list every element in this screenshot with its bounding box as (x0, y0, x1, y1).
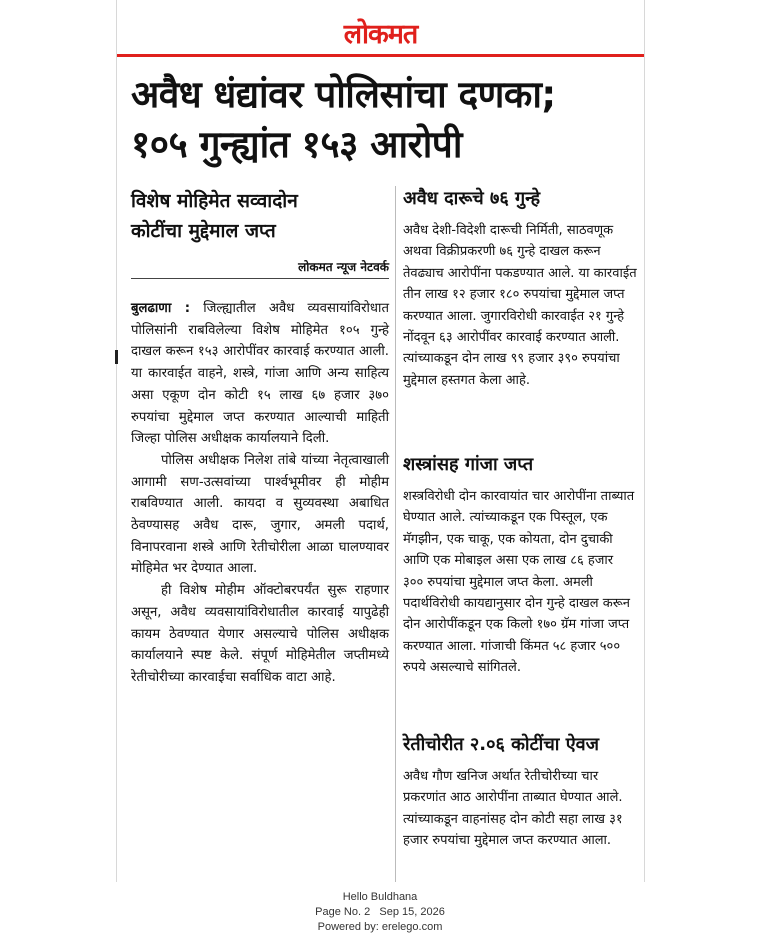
section-liquor-text: अवैध देशी-विदेशी दारूची निर्मिती, साठवणूक अथवा विक्रीप्रकरणी ७६ गुन्हे दाखल करून तेवढ्याच आरोपींना पकडण्यात आले. या कारवाईत तीन लाख १२ हजार १८० रुपयांचा मुद्देमाल जप्त करण्यात आला. जुगारविरोधी कारवाईत २१ गुन्हे नोंदवून ६३ आरोपींवर कारवाई करण्यात आली. त्यांच्याकडून दोन लाख ९९ हजार ३९० रुपयांचा मुद्देमाल हस्तगत केला आहे. (403, 223, 637, 388)
byline-divider (131, 278, 389, 279)
dateline: बुलढाणा : (131, 301, 191, 316)
article-headline (131, 70, 636, 170)
subhead-line-1: विशेष मोहिमेत सव्वादोन (131, 190, 298, 212)
footer-powered[interactable]: Powered by: erelego.com (317, 921, 443, 933)
footer-page: Page No. 2 (315, 906, 371, 918)
paragraph-1-text: जिल्ह्यातील अवैध व्यवसायांविरोधात पोलिसांनी राबविलेल्या विशेष मोहिमेत १०५ गुन्हे दाखल करून १५३ आरोपींवर कारवाई करण्यात आली. या कारवाईत वाहने, शस्त्रे, गांजा आणि अन्य साहित्य असा एकूण दोन कोटी १५ लाख ६७ हजार ३७० रुपयांचा मुद्देमाल जप्त करण्यात आल्याची माहिती जिल्हा पोलिस अधीक्षक कार्यालयाने दिली. (131, 301, 389, 447)
section-sand-heading: रेतीचोरीत २.०६ कोटींचा ऐवज (403, 734, 600, 755)
left-column (131, 298, 389, 689)
section-weapons (403, 452, 637, 679)
lokmat-logo: लोकमत (343, 19, 418, 50)
section-liquor-heading: अवैध दारूचे ७६ गुन्हे (403, 188, 541, 209)
newspaper-page (116, 0, 645, 882)
section-sand-text: अवैध गौण खनिज अर्थात रेतीचोरीच्या चार प्रकरणांत आठ आरोपींना ताब्यात घेण्यात आले. त्यांच्याकडून वाहनांसह दोन कोटी सहा लाख ३१ हजार रुपयांचा मुद्देमाल जप्त करण्यात आला. (403, 769, 623, 849)
headline-line-1: अवैध धंद्यांवर पोलिसांचा दणका; (131, 73, 556, 116)
body-paragraph-2: पोलिस अधीक्षक निलेश तांबे यांच्या नेतृत्वाखाली आगामी सण-उत्सवांच्या पार्श्वभूमीवर ही मोहीम राबविण्यात आली. कायदा व सुव्यवस्था अबाधित ठेवण्यासह अवैध दारू, जुगार, अमली पदार्थ, विनापरवाना शस्त्रे आणि रेतीचोरीला आळा घालण्यावर मोहिमेत भर देण्यात आला. (131, 452, 389, 577)
body-paragraph-1 (131, 298, 389, 450)
section-liquor (403, 186, 637, 391)
headline-line-2: १०५ गुन्ह्यांत १५३ आरोपी (131, 123, 462, 166)
article-subheading (131, 186, 393, 246)
masthead-rule (117, 54, 644, 57)
subhead-line-2: कोटींचा मुद्देमाल जप्त (131, 220, 276, 242)
page-footer (260, 890, 500, 935)
footer-page-date (260, 905, 500, 920)
column-divider (395, 186, 396, 882)
section-sand (403, 732, 637, 852)
section-weapons-heading: शस्त्रांसह गांजा जप्त (403, 454, 534, 475)
page-edge-mark (115, 350, 118, 364)
footer-date: Sep 15, 2026 (379, 906, 445, 918)
body-paragraph-3: ही विशेष मोहीम ऑक्टोबरपर्यंत सुरू राहणार असून, अवैध व्यवसायांविरोधातील कारवाई यापुढेही कायम ठेवण्यात येणार असल्याचे पोलिस अधीक्षक कार्यालयाने स्पष्ट केले. संपूर्ण मोहिमेतील जप्तीमध्ये रेतीचोरीच्या कारवाईचा सर्वाधिक वाटा आहे. (131, 583, 389, 685)
byline: लोकमत न्यूज नेटवर्क (298, 260, 389, 274)
section-weapons-text: शस्त्रविरोधी दोन कारवायांत चार आरोपींना ताब्यात घेण्यात आले. त्यांच्याकडून एक पिस्तूल, एक मॅगझीन, एक चाकू, एक कोयता, दोन दुचाकी आणि एक मोबाइल असा एक लाख ८६ हजार ३०० रुपयांचा मुद्देमाल जप्त केला. अमली पदार्थविरोधी कायद्यानुसार दोन गुन्हे दाखल करून दोन आरोपींकडून एक किलो १७० ग्रॅम गांजा जप्त करण्यात आला. गांजाची किंमत ५८ हजार ५०० रुपये असल्याचे सांगितले. (403, 489, 635, 676)
footer-edition: Hello Buldhana (342, 891, 418, 903)
